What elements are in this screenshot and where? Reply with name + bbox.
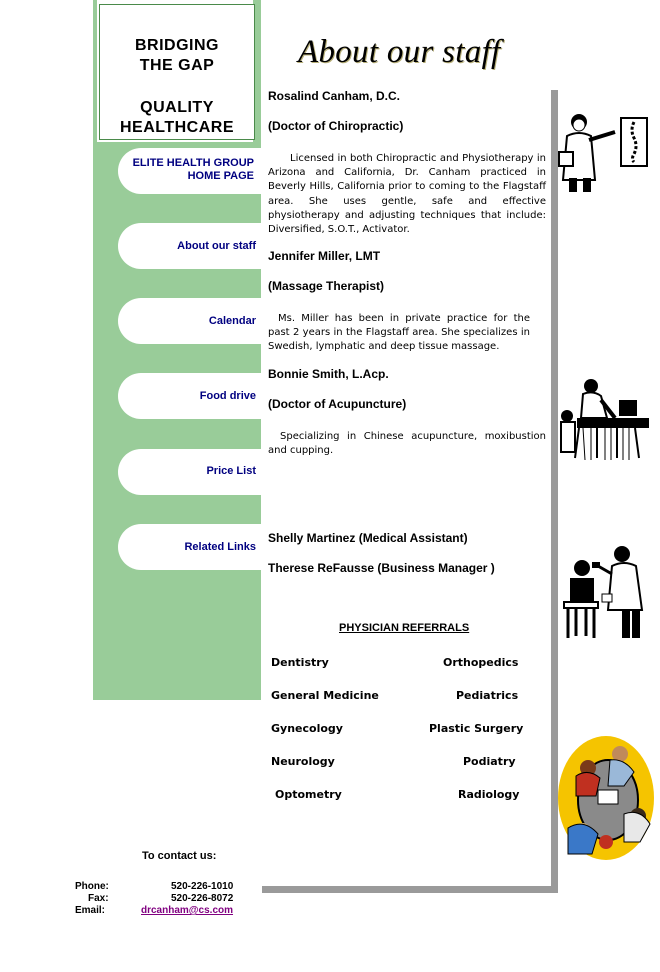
medical-exam-icon [562,544,652,640]
phone-label: Phone: [75,881,109,892]
nav-calendar[interactable] [118,298,262,344]
nav-related-links[interactable] [118,524,262,570]
referral-plastic-surgery: Plastic Surgery [429,722,524,735]
referral-gynecology: Gynecology [271,722,343,735]
nav-related-links-label[interactable]: Related Links [184,541,256,553]
doctor-spine-chart-icon [555,108,655,194]
referral-pediatrics: Pediatrics [456,689,519,702]
staff-name-canham: Rosalind Canham, D.C. [268,89,401,103]
staff-name-refausse: Therese ReFausse (Business Manager ) [268,561,495,575]
staff-bio-smith: Specializing in Chinese acupuncture, moxibustion and cupping. [268,431,546,457]
staff-name-smith: Bonnie Smith, L.Acp. [268,367,389,381]
referrals-title: PHYSICIAN REFERRALS [339,622,470,634]
nav-food-drive[interactable] [118,373,262,419]
massage-therapy-icon [557,376,653,462]
fax-value: 520-226-8072 [171,893,234,904]
fax-label: Fax: [88,893,109,904]
staff-name-miller: Jennifer Miller, LMT [268,249,381,263]
logo-text-quality: QUALITY [140,99,214,116]
nav-home[interactable] [118,148,262,194]
referral-radiology: Radiology [458,788,520,801]
nav-about-staff[interactable] [118,223,262,269]
contact-title: To contact us: [142,850,217,862]
staff-role-smith: (Doctor of Acupuncture) [268,397,407,411]
phone-value: 520-226-1010 [171,881,234,892]
referral-orthopedics: Orthopedics [443,656,519,669]
staff-bio-miller: Ms. Miller has been in private practice for the past 2 years in the Flagstaff area. She specializes in Swedish, lymphatic and deep tissue massage. [268,313,530,353]
logo-text-healthcare: HEALTHCARE [119,119,235,136]
staff-role-miller: (Massage Therapist) [268,279,385,293]
referral-dentistry: Dentistry [271,656,329,669]
page-title: About our staff [298,34,501,70]
staff-name-martinez: Shelly Martinez (Medical Assistant) [268,531,468,545]
staff-role-canham: (Doctor of Chiropractic) [268,119,404,133]
team-meeting-icon [554,732,658,862]
panel-shadow-bottom [262,886,558,893]
referral-optometry: Optometry [275,788,342,801]
email-label: Email: [75,905,106,916]
nav-calendar-label[interactable]: Calendar [208,315,256,327]
referral-podiatry: Podiatry [463,755,516,768]
email-link[interactable]: drcanham@cs.com [141,905,234,916]
nav-price-list-label[interactable]: Price List [206,465,256,477]
nav-price-list[interactable] [118,449,262,495]
staff-bio-canham: Licensed in both Chiropractic and Physiotherapy in Arizona and California, Dr. Canham practiced in Beverly Hills, California prior to coming to the Flagstaff area. She uses gentle, safe and effective physiotherapy and adjusting techniques that include: Diversified, S.O.T., Activator. [268,153,546,236]
referral-general-medicine: General Medicine [271,689,379,702]
nav-home-line1[interactable]: ELITE HEALTH GROUP [132,157,254,169]
logo [99,4,255,140]
logo-text-bridging: BRIDGING [135,37,219,54]
logo-text-the-gap: THE GAP [139,57,215,74]
nav-about-staff-label[interactable]: About our staff [177,240,256,252]
nav-home-line2[interactable]: HOME PAGE [187,170,254,182]
referral-neurology: Neurology [271,755,335,768]
nav-food-drive-label[interactable]: Food drive [199,390,256,402]
